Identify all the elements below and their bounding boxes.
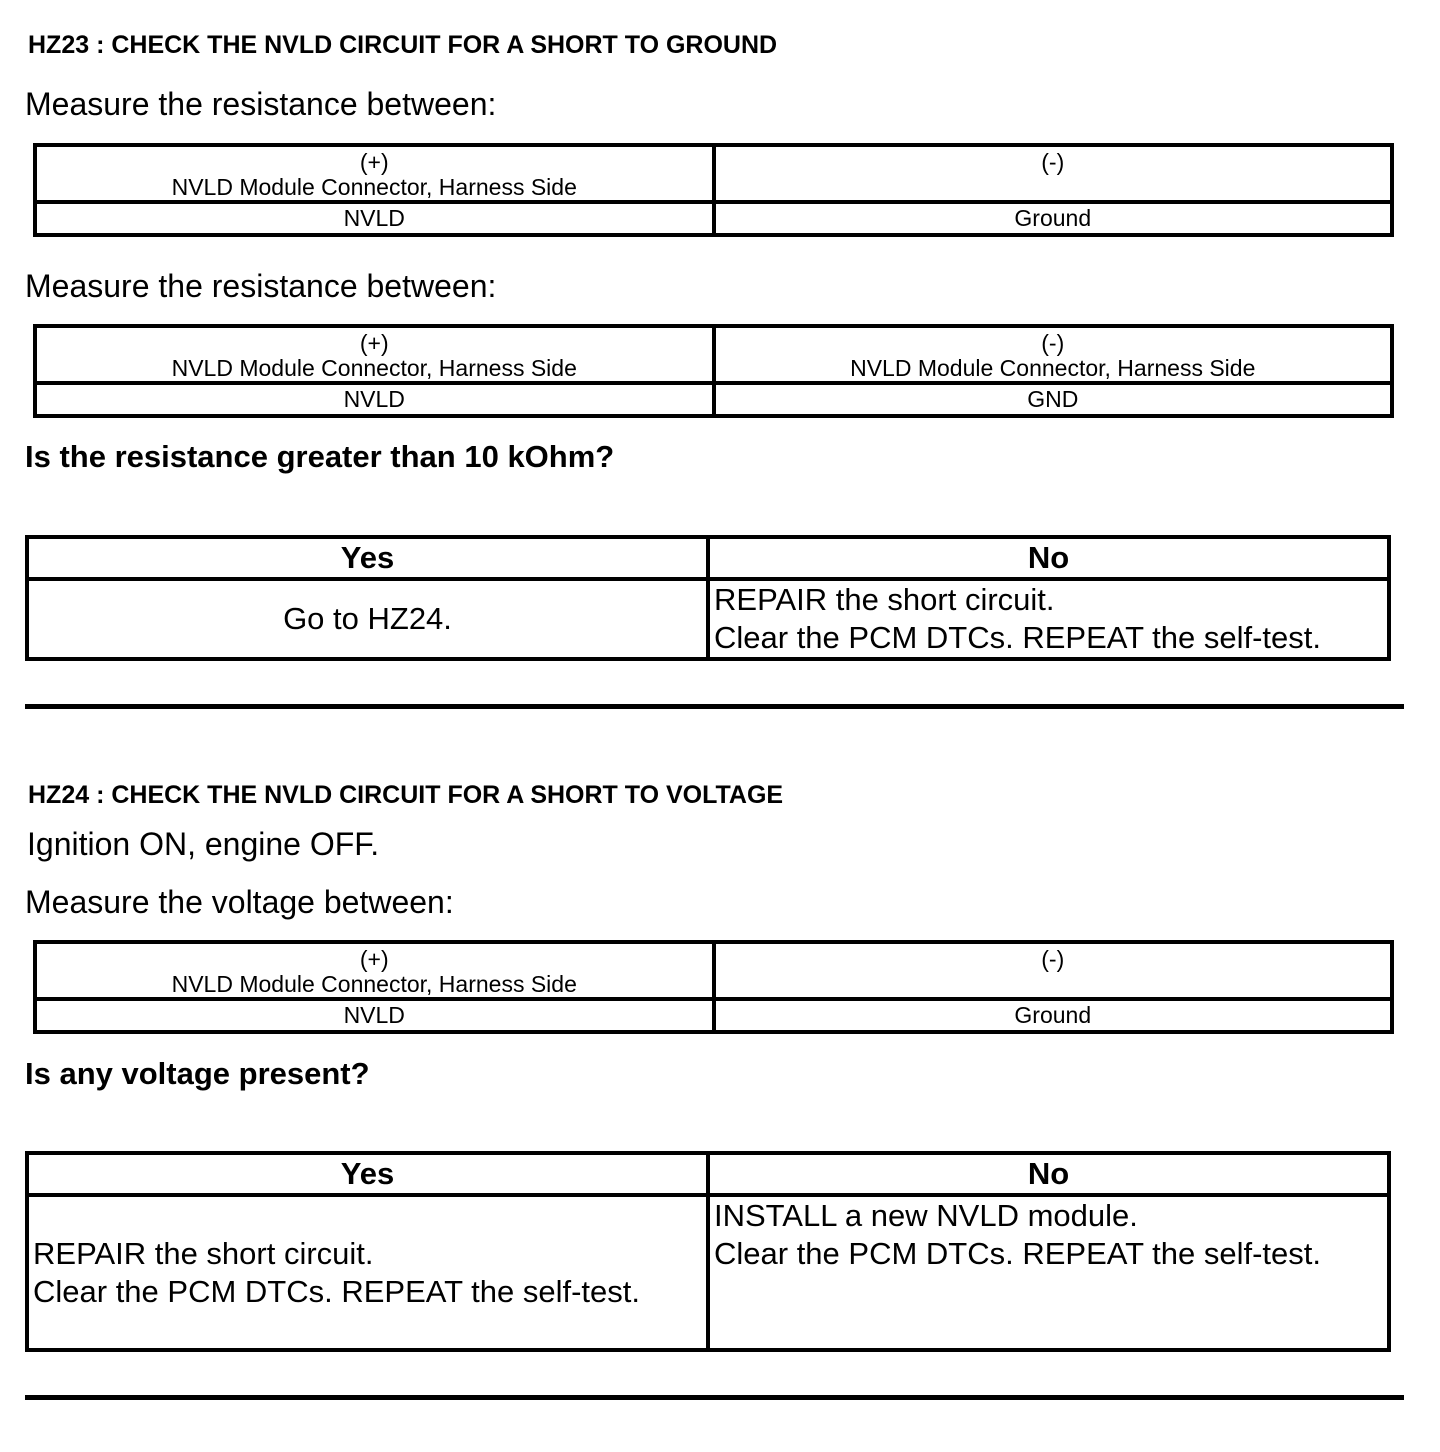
plus-value: NVLD [35, 383, 714, 416]
minus-label: (-) [1041, 149, 1065, 175]
yes-header: Yes [27, 1153, 708, 1195]
no-action-line-1: INSTALL a new NVLD module. [714, 1198, 1138, 1233]
section-divider [25, 704, 1404, 709]
hz23-measure-1-label: Measure the resistance between: [25, 86, 497, 122]
minus-header-cell [714, 145, 1393, 202]
hz23-measure-2-label: Measure the resistance between: [25, 268, 497, 304]
plus-connector: NVLD Module Connector, Harness Side [171, 174, 577, 200]
plus-label: (+) [359, 149, 389, 175]
yes-header: Yes [27, 537, 708, 579]
hz24-measure-label: Measure the voltage between: [25, 884, 454, 920]
hz24-step-1: Ignition ON, engine OFF. [27, 826, 380, 862]
minus-value: GND [714, 383, 1393, 416]
no-header: No [708, 1153, 1389, 1195]
yes-action-line-1: REPAIR the short circuit. [33, 1235, 374, 1271]
yes-action-line-2: Clear the PCM DTCs. REPEAT the self-test. [33, 1273, 640, 1309]
yes-action [27, 1195, 708, 1350]
no-action [708, 1195, 1389, 1350]
no-action-line-1: REPAIR the short circuit. [714, 582, 1055, 617]
no-action-line-2: Clear the PCM DTCs. REPEAT the self-test. [714, 620, 1321, 655]
yes-action: Go to HZ24. [27, 579, 708, 659]
plus-connector: NVLD Module Connector, Harness Side [171, 971, 577, 997]
plus-connector: NVLD Module Connector, Harness Side [171, 355, 577, 381]
plus-label: (+) [359, 946, 389, 972]
minus-label: (-) [1041, 330, 1065, 356]
hz23-question: Is the resistance greater than 10 kOhm? [25, 439, 615, 474]
hz23-title: HZ23 : CHECK THE NVLD CIRCUIT FOR A SHORT TO GROUND [28, 31, 778, 59]
minus-header-cell [714, 326, 1393, 383]
minus-connector [716, 972, 1391, 997]
no-header: No [708, 537, 1389, 579]
hz24-title: HZ24 : CHECK THE NVLD CIRCUIT FOR A SHORT TO VOLTAGE [28, 781, 784, 809]
plus-header-cell [35, 326, 714, 383]
minus-value: Ground [714, 202, 1393, 235]
minus-value: Ground [714, 999, 1393, 1032]
hz24-measurement-table [33, 940, 1394, 1034]
minus-connector: NVLD Module Connector, Harness Side [850, 355, 1256, 381]
plus-header-cell [35, 145, 714, 202]
plus-value: NVLD [35, 202, 714, 235]
hz23-measurement-table-1 [33, 143, 1394, 237]
minus-connector [716, 175, 1391, 200]
hz23-result-table [25, 535, 1391, 661]
plus-label: (+) [359, 330, 389, 356]
minus-label: (-) [1041, 946, 1065, 972]
section-divider-bottom [25, 1395, 1404, 1400]
plus-header-cell [35, 942, 714, 999]
hz24-result-table [25, 1151, 1391, 1352]
no-action [708, 579, 1389, 659]
no-action-line-2: Clear the PCM DTCs. REPEAT the self-test. [714, 1236, 1321, 1271]
hz23-measurement-table-2 [33, 324, 1394, 418]
hz24-question: Is any voltage present? [25, 1056, 370, 1091]
plus-value: NVLD [35, 999, 714, 1032]
minus-header-cell [714, 942, 1393, 999]
